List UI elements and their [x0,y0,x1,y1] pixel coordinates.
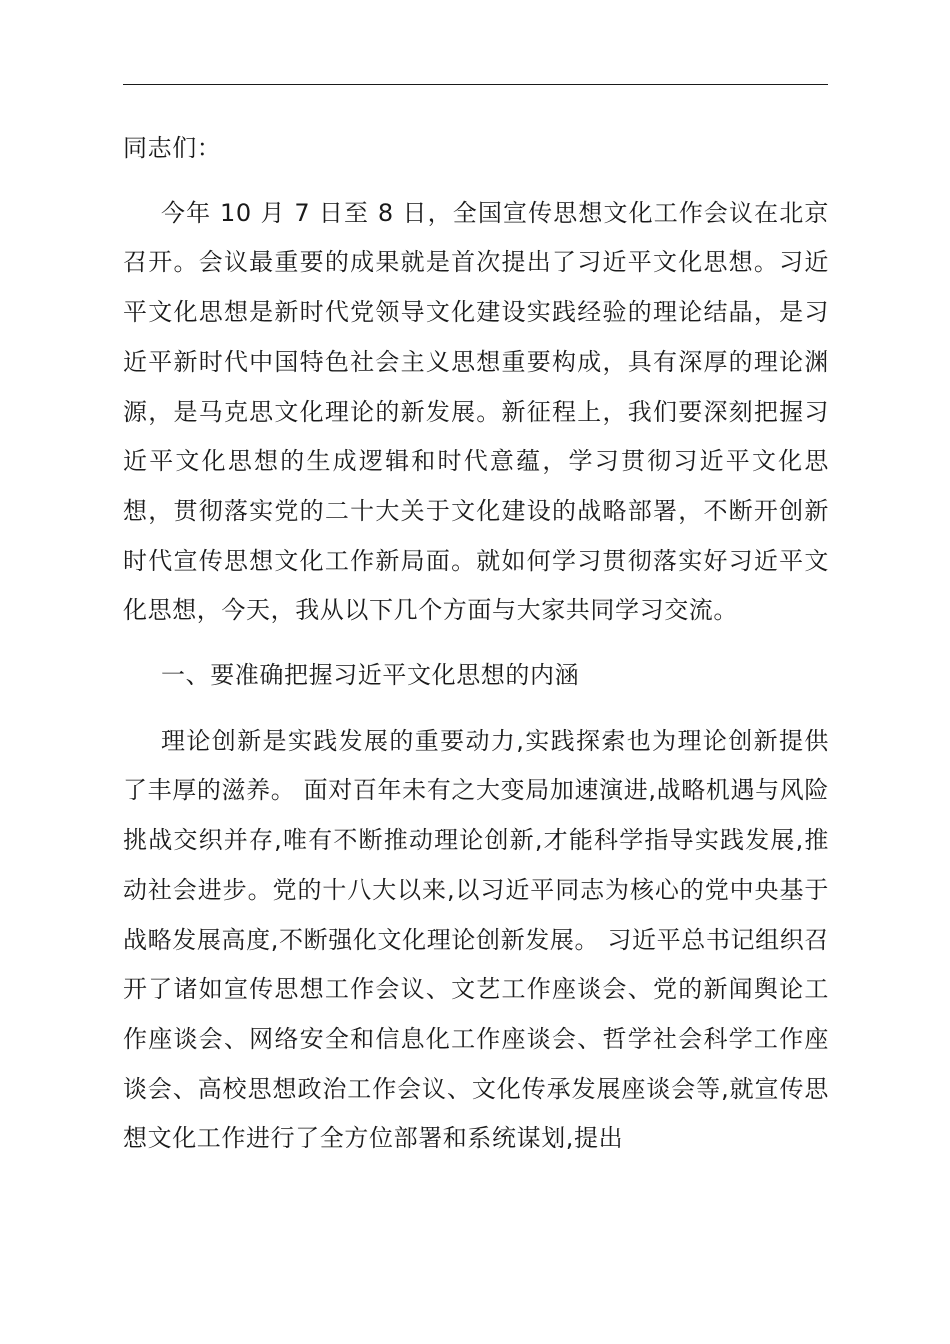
document-body [123,124,829,1164]
paragraph-body: 理论创新是实践发展的重要动力,实践探索也为理论创新提供了丰厚的滋养。 面对百年未有之大变局加速演进,战略机遇与风险挑战交织并存,唯有不断推动理论创新,才能科学指导实践发展,推动社会进步。党的十八大以来,以习近平同志为核心的党中央基于战略发展高度,不断强化文化理论创新发展。 习近平总书记组织召开了诸如宣传思想工作会议、文艺工作座谈会、党的新闻舆论工作座谈会、网络安全和信息化工作座谈会、哲学社会科学工作座谈会、高校思想政治工作会议、文化传承发展座谈会等,就宣传思想文化工作进行了全方位部署和系统谋划,提出 [123,726,829,1153]
salutation: 同志们： [123,134,222,162]
section-heading: 一、要准确把握习近平文化思想的内涵 [161,661,580,690]
paragraph-intro: 今年 10 月 7 日至 8 日，全国宣传思想文化工作会议在北京召开。会议最重要的成果就是首次提出了习近平文化思想。习近平文化思想是新时代党领导文化建设实践经验的理论结晶，是习近平新时代中国特色社会主义思想重要构成，具有深厚的理论渊源，是马克思文化理论的新发展。新征程上，我们要深刻把握习近平文化思想的生成逻辑和时代意蕴，学习贯彻习近平文化思想，贯彻落实党的二十大关于文化建设的战略部署，不断开创新时代宣传思想文化工作新局面。就如何学习贯彻落实好习近平文化思想，今天，我从以下几个方面与大家共同学习交流。 [123,198,829,625]
header-rule [123,84,828,85]
